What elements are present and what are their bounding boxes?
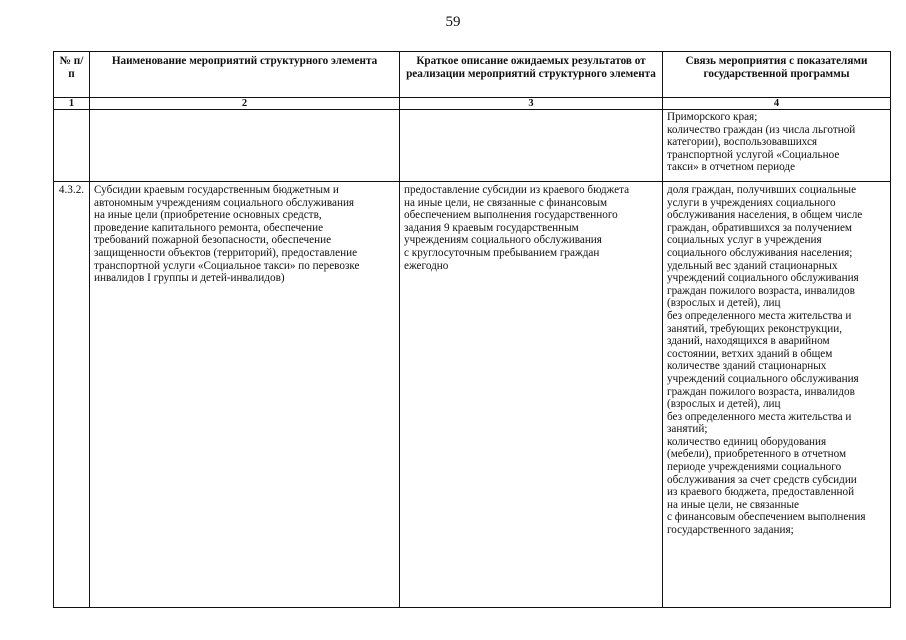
text-line: Приморского края; [667, 111, 758, 123]
page-number: 59 [445, 14, 461, 30]
expected-results-cell [400, 182, 663, 608]
text-line: на иные цели, не связанные [667, 498, 799, 511]
text-line: транспортной услугой «Социальное [667, 148, 840, 161]
text-line: социальных услуг в учреждения [667, 234, 822, 247]
row-number-cell [54, 110, 90, 182]
text-line: доля граждан, получивших социальные [667, 184, 857, 196]
text-line: граждан пожилого возраста, инвалидов [667, 284, 855, 297]
text-line: состоянии, ветхих зданий в общем [667, 347, 833, 360]
text-line: с круглосуточным пребыванием граждан [404, 246, 600, 259]
text-line: количество граждан (из числа льготной [667, 123, 856, 136]
text-line: учреждений социального обслуживания [667, 372, 859, 385]
header-number: № п/п [54, 52, 90, 98]
text-line: количество единиц оборудования [667, 435, 827, 448]
text-line: из краевого бюджета, предоставленной [667, 486, 855, 499]
text-line: учреждениям социального обслуживания [404, 234, 602, 247]
text-line: учреждений социального обслуживания [667, 272, 859, 285]
text-line: граждан пожилого возраста, инвалидов [667, 385, 855, 398]
measure-name-cell [90, 182, 400, 608]
column-number-2: 2 [90, 98, 400, 110]
text-line: на иные цели, не связанные с финансовым [404, 196, 608, 209]
indicators-cell [663, 182, 891, 608]
text-line: периоде учреждениями социального [667, 461, 842, 474]
text-line: такси» в отчетном периоде [667, 161, 796, 174]
text-line: на иные цели (приобретение основных средств, [94, 209, 322, 222]
text-line: Субсидии краевым государственным бюджетным и [94, 184, 339, 196]
text-line: зданий, находящихся в аварийном [667, 335, 830, 348]
column-number-4: 4 [663, 98, 891, 110]
text-line: с финансовым обеспечением выполнения [667, 511, 866, 524]
text-line: (мебели), приобретенного в отчетном [667, 448, 847, 461]
column-number-row [54, 98, 891, 110]
table-header-row [54, 52, 891, 98]
text-line: граждан, обратившихся за получением [667, 221, 853, 234]
header-program-indicators: Связь мероприятия с показателями государственной программы [663, 52, 891, 98]
text-line: обслуживания населения, в общем числе [667, 209, 863, 222]
text-line: транспортной услуги «Социальное такси» по перевозке [94, 259, 360, 272]
text-line: занятий; [667, 423, 708, 436]
text-line: защищенности объектов (территорий), предоставление [94, 246, 358, 259]
table-row [54, 110, 891, 182]
text-line: занятий, требующих реконструкции, [667, 322, 843, 335]
text-line: (взрослых и детей), лиц [667, 398, 781, 411]
text-line: услуги в учреждениях социального [667, 196, 836, 209]
header-expected-results: Краткое описание ожидаемых результатов от реализации мероприятий структурного элемента [400, 52, 663, 98]
text-line: инвалидов I группы и детей-инвалидов) [94, 272, 285, 285]
text-line: ежегодно [404, 259, 449, 272]
text-line: обслуживания за счет средств субсидии [667, 473, 857, 486]
column-number-1: 1 [54, 98, 90, 110]
column-number-3: 3 [400, 98, 663, 110]
text-line: предоставление субсидии из краевого бюджета [404, 184, 630, 196]
text-line: без определенного места жительства и [667, 309, 852, 322]
text-line: обеспечением выполнения государственного [404, 209, 618, 222]
table-row [54, 182, 891, 608]
expected-results-cell [400, 110, 663, 182]
text-line: задания 9 краевым государственным [404, 221, 579, 234]
text-line: социального обслуживания населения; [667, 246, 853, 259]
measures-table [53, 51, 891, 608]
text-line: количестве зданий стационарных [667, 360, 827, 373]
text-line: проведение капитального ремонта, обеспечение [94, 221, 324, 234]
indicators-cell [663, 110, 891, 182]
header-measure-name: Наименование мероприятий структурного элемента [90, 52, 400, 98]
text-line: государственного задания; [667, 524, 794, 537]
text-line: (взрослых и детей), лиц [667, 297, 781, 310]
row-number-cell: 4.3.2. [54, 182, 90, 608]
text-line: без определенного места жительства и [667, 410, 852, 423]
measure-name-cell [90, 110, 400, 182]
text-line: удельный вес зданий стационарных [667, 259, 838, 272]
text-line: автономным учреждениям социального обслуживания [94, 196, 355, 209]
text-line: категории), воспользовавшихся [667, 136, 818, 149]
text-line: требований пожарной безопасности, обеспечение [94, 234, 332, 247]
